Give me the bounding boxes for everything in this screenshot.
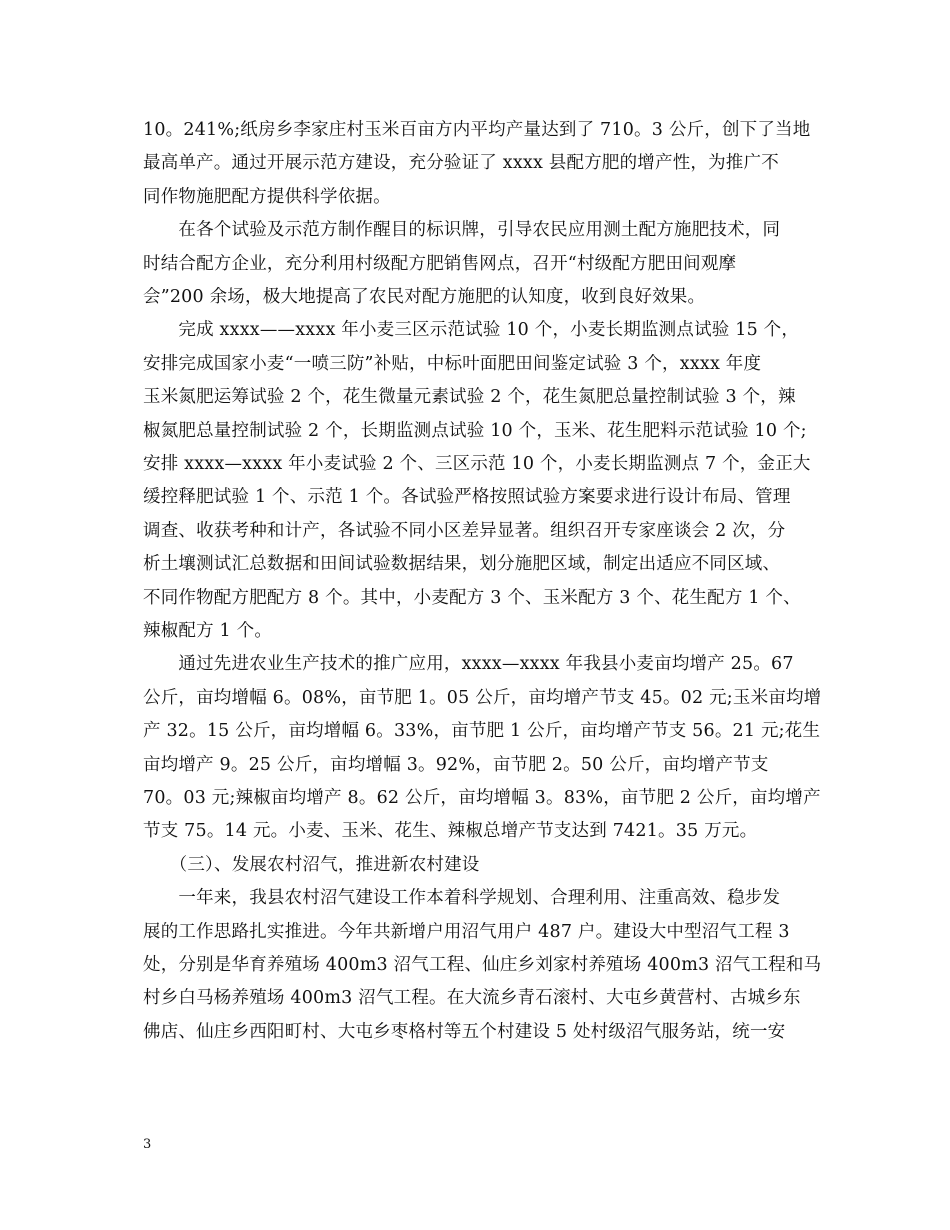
- text-line: 70。03 元;辣椒亩均增产 8。62 公斤，亩均增幅 3。83%，亩节肥 2 公斤，亩均增产: [143, 788, 821, 808]
- text-line: 会”200 余场，极大地提高了农民对配方施肥的认知度，收到良好效果。: [143, 287, 706, 307]
- text-line: 亩均增产 9。25 公斤，亩均增幅 3。92%，亩节肥 2。50 公斤，亩均增产节支: [143, 754, 769, 775]
- text-line: 调查、收获考种和计产，各试验不同小区差异显著。组织召开专家座谈会 2 次，分: [143, 520, 786, 541]
- text-line: 安排 xxxx—xxxx 年小麦试验 2 个、三区示范 10 个，小麦长期监测点 7 个，金正大: [143, 454, 811, 474]
- text-line: 完成 xxxx——xxxx 年小麦三区示范试验 10 个，小麦长期监测点试验 15 个，: [143, 320, 800, 341]
- text-line: 不同作物配方肥配方 8 个。其中，小麦配方 3 个、玉米配方 3 个、花生配方 1 个、: [143, 587, 801, 608]
- text-line: 安排完成国家小麦“一喷三防”补贴，中标叶面肥田间鉴定试验 3 个，xxxx 年度: [143, 353, 762, 374]
- text-line: 佛店、仙庄乡西阳町村、大屯乡枣格村等五个村建设 5 处村级沼气服务站，统一安: [143, 1021, 786, 1042]
- text-line: 析土壤测试汇总数据和田间试验数据结果，划分施肥区域，制定出适应不同区域、: [143, 554, 781, 575]
- text-line: 10。241%;纸房乡李家庄村玉米百亩方内平均产量达到了 710。3 公斤，创下了当地: [143, 120, 811, 140]
- text-line: 辣椒配方 1 个。: [143, 621, 273, 641]
- text-line: （三）、发展农村沼气，推进新农村建设: [143, 854, 480, 875]
- page-number: 3: [143, 1137, 152, 1152]
- text-line: 通过先进农业生产技术的推广应用，xxxx—xxxx 年我县小麦亩均增产 25。67: [143, 654, 794, 675]
- text-line: 一年来，我县农村沼气建设工作本着科学规划、合理利用、注重高效、稳步发: [143, 888, 781, 909]
- text-line: 处，分别是华育养殖场 400m3 沼气工程、仙庄乡刘家村养殖场 400m3 沼气工程和马: [143, 955, 822, 975]
- text-line: 最高单产。通过开展示范方建设，充分验证了 xxxx 县配方肥的增产性，为推广不: [143, 153, 779, 174]
- text-line: 产 32。15 公斤，亩均增幅 6。33%，亩节肥 1 公斤，亩均增产节支 56。21 元;花生: [143, 721, 821, 742]
- text-line: 公斤，亩均增幅 6。08%，亩节肥 1。05 公斤，亩均增产节支 45。02 元;玉米亩均增: [143, 687, 822, 708]
- text-line: 玉米氮肥运筹试验 2 个，花生微量元素试验 2 个，花生氮肥总量控制试验 3 个，辣: [143, 387, 796, 408]
- text-line: 在各个试验及示范方制作醒目的标识牌，引导农民应用测土配方施肥技术，同: [143, 220, 781, 241]
- text-line: 同作物施肥配方提供科学依据。: [143, 186, 391, 207]
- text-line: 缓控释肥试验 1 个、示范 1 个。各试验严格按照试验方案要求进行设计布局、管理: [143, 487, 791, 508]
- text-line: 时结合配方企业，充分利用村级配方肥销售网点，召开“村级配方肥田间观摩: [143, 253, 737, 274]
- text-line: 展的工作思路扎实推进。今年共新增户用沼气用户 487 户。建设大中型沼气工程 3: [143, 921, 790, 942]
- text-line: 村乡白马杨养殖场 400m3 沼气工程。在大流乡青石滚村、大屯乡黄营村、古城乡东: [143, 988, 801, 1009]
- text-line: 节支 75。14 元。小麦、玉米、花生、辣椒总增产节支达到 7421。35 万元。: [143, 821, 758, 842]
- text-line: 椒氮肥总量控制试验 2 个，长期监测点试验 10 个，玉米、花生肥料示范试验 10 个;: [143, 420, 807, 441]
